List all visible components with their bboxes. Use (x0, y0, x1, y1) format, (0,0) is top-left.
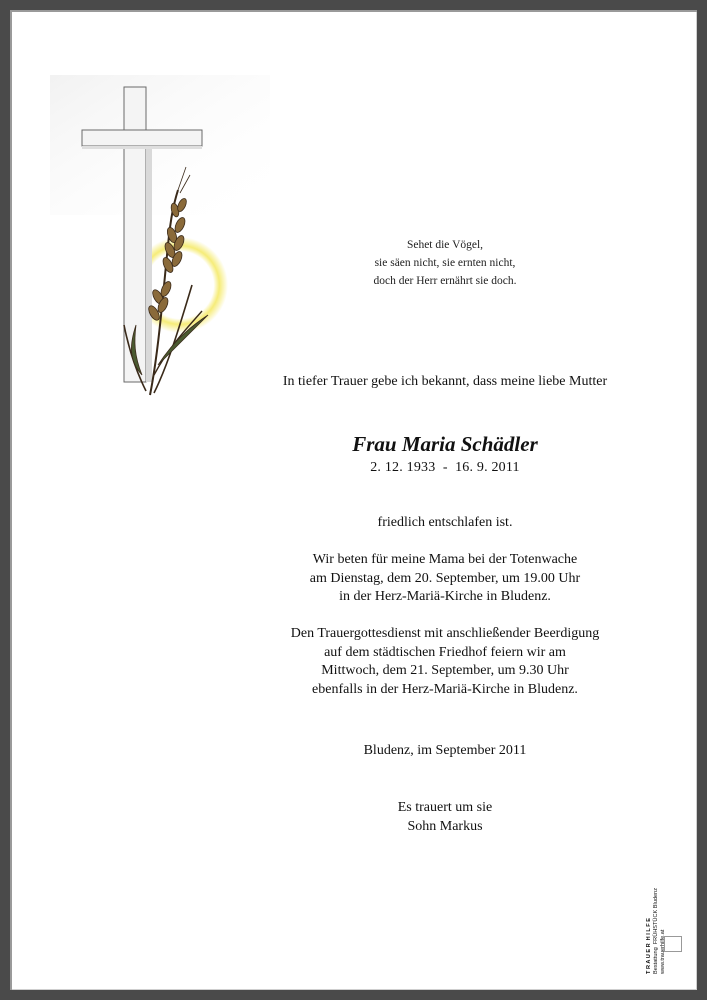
notice-body (270, 514, 620, 718)
cross-wheat-illustration (50, 75, 270, 405)
place-and-date: Bludenz, im September 2011 (363, 743, 527, 758)
logo-mark (664, 936, 682, 952)
mourners-block (270, 798, 620, 836)
bible-verse (270, 236, 620, 290)
verse-line-2: sie säen nicht, sie ernten nicht, (374, 257, 516, 269)
service-line-1: Den Trauergottesdienst mit anschließender Beerdigung (290, 626, 600, 641)
wake-line-1: Wir beten für meine Mama bei der Totenwache (312, 552, 578, 567)
service-paragraph (270, 625, 620, 699)
service-line-2: auf dem städtischen Friedhof feiern wir am (324, 644, 566, 660)
mourners-line-1: Es trauert um sie (397, 800, 493, 815)
announcement-intro: In tiefer Trauer gebe ich bekannt, dass meine liebe Mutter (282, 374, 608, 389)
logo-line-1b: H I L F E (646, 918, 652, 941)
mourners-line-2: Sohn Markus (407, 819, 483, 834)
wake-line-2: am Dienstag, dem 20. September, um 19.00 Uhr (309, 570, 581, 586)
funeral-home-logo (646, 862, 682, 974)
logo-line-2a: Bestattung (653, 947, 659, 974)
wake-line-3: in der Herz-Mariä-Kirche in Bludenz. (339, 589, 551, 604)
logo-line-1a: T R A U E R (646, 943, 652, 974)
wake-paragraph (270, 551, 620, 607)
logo-text (646, 862, 682, 974)
deceased-name: Frau Maria Schädler (352, 432, 538, 456)
verse-line-3: doch der Herr ernährt sie doch. (373, 275, 517, 287)
logo-line-2b: FRÜHSTÜCK Bludenz (653, 887, 659, 945)
verse-line-1: Sehet die Vögel, (406, 239, 484, 251)
logo-line-3: www.trauerhilfe.at (660, 929, 666, 974)
passed-away-text: friedlich entschlafen ist. (377, 515, 513, 530)
service-line-3: Mittwoch, dem 21. September, um 9.30 Uhr (321, 663, 569, 678)
deceased-dates: 2. 12. 1933 - 16. 9. 2011 (370, 460, 520, 475)
service-line-4: ebenfalls in der Herz-Mariä-Kirche in Bludenz. (312, 681, 578, 697)
